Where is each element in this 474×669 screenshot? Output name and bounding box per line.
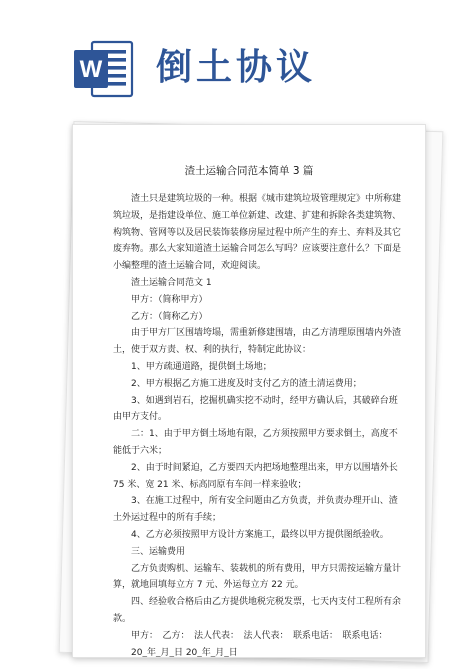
document-paragraph: 二：1、由于甲方倒土场地有限，乙方须按照甲方要求倒土，高度不能低于六米； xyxy=(113,429,398,456)
document-paragraph: 乙方负责购机、运输车、装载机的所有费用，甲方只需按运输方量计算，就地回填每立方 7 元、外运每立方 22 元。 xyxy=(113,563,402,591)
document-title: 渣土运输合同范本简单 3 篇 xyxy=(184,165,314,177)
document-paragraph: 1、甲方疏通道路，提供倒土场地； xyxy=(131,361,272,372)
document-paragraph: 甲方： 乙方： 法人代表： 法人代表： 联系电话： 联系电话： xyxy=(131,630,388,641)
document-paragraph: 20_年_月_日 20_年_月_日 xyxy=(131,647,238,658)
document-page xyxy=(72,124,426,658)
document-paragraph: 3、在施工过程中，所有安全问题由乙方负责，并负责办理开山、渣土外运过程中的所有手续； xyxy=(113,496,398,524)
document-paragraph: 乙方：（简称乙方） xyxy=(131,311,208,322)
document-paragraph: 3、如遇到岩石，挖掘机确实挖不动时，经甲方确认后，其破碎台班由甲方支付。 xyxy=(113,395,398,423)
document-paragraph: 渣土运输合同范文 1 xyxy=(131,277,212,288)
word-document-icon xyxy=(72,38,134,100)
logo-letter: W xyxy=(79,56,103,83)
page-title: 倒土协议 xyxy=(156,47,317,88)
header xyxy=(0,0,474,120)
document-paragraph: 2、由于时间紧迫，乙方要四天内把场地整理出来，甲方以围墙外长 75 米、宽 21 米、标高同原有车间一样来验收； xyxy=(113,462,398,490)
document-paragraph: 四、经验收合格后由乙方提供地税完税发票，七天内支付工程所有余款。 xyxy=(113,597,402,624)
document-preview xyxy=(52,118,436,658)
document-paragraph: 渣土只是建筑垃圾的一种。根据《城市建筑垃圾管理规定》中所称建筑垃圾，是指建设单位、施工单位新建、改建、扩建和拆除各类建筑物、构筑物、管网等以及居民装饰装修房屋过程中所产生的弃土、弃料及其它废弃物。那么大家知道渣土运输合同怎么写吗？应该要注意什么？下面是小编整理的渣土运输合同，欢迎阅读。 xyxy=(113,194,402,272)
document-paragraph: 2、甲方根据乙方施工进度及时支付乙方的渣土清运费用； xyxy=(131,378,362,389)
document-paragraph: 三、运输费用 xyxy=(131,546,186,557)
document-paragraph: 甲方：（简称甲方） xyxy=(131,294,208,305)
document-body xyxy=(113,191,405,658)
document-paragraph: 由于甲方厂区围墙垮塌，需重新修建围墙，由乙方清理原围墙内外渣土，使于双方责、权、利的执行，特制定此协议： xyxy=(113,328,402,356)
document-paragraph: 4、乙方必须按照甲方设计方案施工，最终以甲方提供图纸验收。 xyxy=(131,529,389,540)
